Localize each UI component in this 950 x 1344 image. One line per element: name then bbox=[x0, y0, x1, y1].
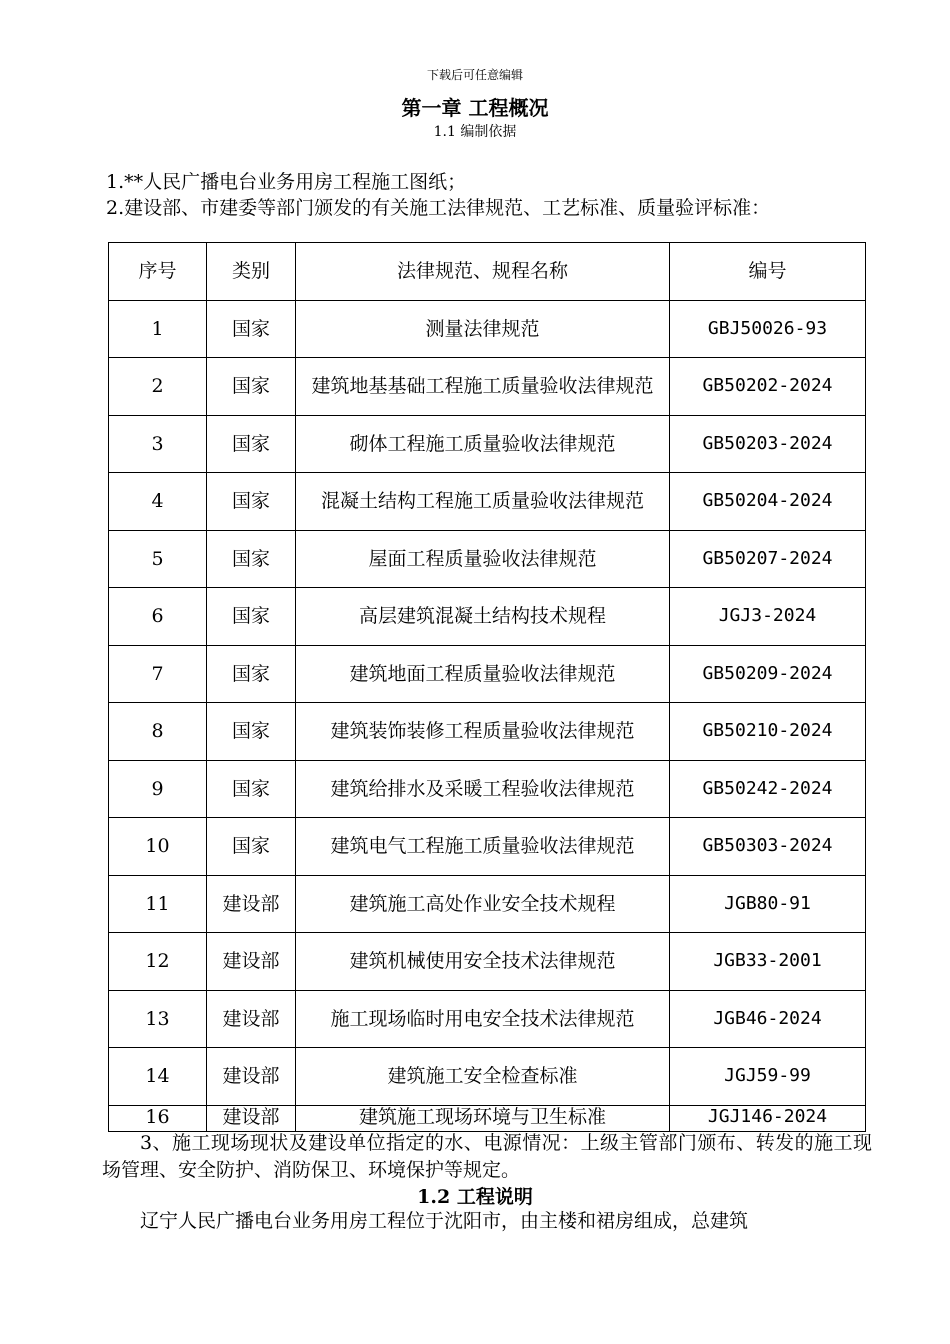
table-row bbox=[109, 1048, 866, 1106]
table-row bbox=[109, 1105, 866, 1131]
table-row bbox=[109, 818, 866, 876]
cell-code: JGB46-2024 bbox=[670, 990, 866, 1048]
cell-category: 国家 bbox=[207, 530, 296, 588]
cell-serial: 2 bbox=[109, 358, 207, 416]
cell-code: JGJ146-2024 bbox=[670, 1105, 866, 1131]
cell-serial: 9 bbox=[109, 760, 207, 818]
cell-serial: 4 bbox=[109, 473, 207, 531]
header-standard-name: 法律规范、规程名称 bbox=[296, 243, 670, 301]
basis-item-2: 2.建设部、市建委等部门颁发的有关施工法律规范、工艺标准、质量验评标准： bbox=[106, 197, 771, 219]
table-row bbox=[109, 875, 866, 933]
table-row bbox=[109, 933, 866, 991]
table-row bbox=[109, 703, 866, 761]
cell-standard-name: 屋面工程质量验收法律规范 bbox=[296, 530, 670, 588]
cell-standard-name: 建筑地面工程质量验收法律规范 bbox=[296, 645, 670, 703]
cell-standard-name: 混凝土结构工程施工质量验收法律规范 bbox=[296, 473, 670, 531]
cell-standard-name: 建筑施工安全检查标准 bbox=[296, 1048, 670, 1106]
basis-item-3: 3、施工现场现状及建设单位指定的水、电源情况：上级主管部门颁布、转发的施工现场管理、安全防护、消防保卫、环境保护等规定。 bbox=[102, 1132, 872, 1181]
cell-category: 建设部 bbox=[207, 875, 296, 933]
cell-standard-name: 砌体工程施工质量验收法律规范 bbox=[296, 415, 670, 473]
section-heading-1-1: 1.1 编制依据 bbox=[433, 124, 517, 140]
table-row bbox=[109, 760, 866, 818]
cell-category: 国家 bbox=[207, 473, 296, 531]
cell-code: GB50203-2024 bbox=[670, 415, 866, 473]
cell-standard-name: 高层建筑混凝土结构技术规程 bbox=[296, 588, 670, 646]
cell-serial: 12 bbox=[109, 933, 207, 991]
header-category: 类别 bbox=[207, 243, 296, 301]
cell-category: 国家 bbox=[207, 415, 296, 473]
cell-serial: 5 bbox=[109, 530, 207, 588]
table-row bbox=[109, 415, 866, 473]
cell-serial: 16 bbox=[109, 1105, 207, 1131]
cell-code: GB50209-2024 bbox=[670, 645, 866, 703]
cell-code: GB50303-2024 bbox=[670, 818, 866, 876]
cell-standard-name: 建筑机械使用安全技术法律规范 bbox=[296, 933, 670, 991]
cell-serial: 13 bbox=[109, 990, 207, 1048]
cell-category: 国家 bbox=[207, 300, 296, 358]
cell-standard-name: 测量法律规范 bbox=[296, 300, 670, 358]
cell-code: JGJ3-2024 bbox=[670, 588, 866, 646]
table-row bbox=[109, 530, 866, 588]
cell-serial: 1 bbox=[109, 300, 207, 358]
cell-serial: 10 bbox=[109, 818, 207, 876]
basis-item-1: 1.**人民广播电台业务用房工程施工图纸； bbox=[106, 171, 467, 193]
cell-code: GB50207-2024 bbox=[670, 530, 866, 588]
table-row bbox=[109, 358, 866, 416]
header-serial: 序号 bbox=[109, 243, 207, 301]
table-header-row bbox=[109, 243, 866, 301]
cell-serial: 11 bbox=[109, 875, 207, 933]
table-body bbox=[109, 300, 866, 1131]
header-code: 编号 bbox=[670, 243, 866, 301]
cell-standard-name: 施工现场临时用电安全技术法律规范 bbox=[296, 990, 670, 1048]
cell-category: 建设部 bbox=[207, 990, 296, 1048]
cell-serial: 7 bbox=[109, 645, 207, 703]
cell-code: GB50202-2024 bbox=[670, 358, 866, 416]
cell-standard-name: 建筑电气工程施工质量验收法律规范 bbox=[296, 818, 670, 876]
cell-category: 国家 bbox=[207, 645, 296, 703]
cell-code: JGJ59-99 bbox=[670, 1048, 866, 1106]
cell-category: 国家 bbox=[207, 760, 296, 818]
cell-serial: 14 bbox=[109, 1048, 207, 1106]
chapter-title: 第一章 工程概况 bbox=[401, 96, 549, 120]
cell-code: GB50242-2024 bbox=[670, 760, 866, 818]
cell-category: 建设部 bbox=[207, 1048, 296, 1106]
cell-code: GBJ50026-93 bbox=[670, 300, 866, 358]
table-row bbox=[109, 990, 866, 1048]
cell-code: GB50204-2024 bbox=[670, 473, 866, 531]
cell-category: 国家 bbox=[207, 703, 296, 761]
cell-category: 建设部 bbox=[207, 933, 296, 991]
cell-standard-name: 建筑施工现场环境与卫生标准 bbox=[296, 1105, 670, 1131]
section-heading-1-2: 1.2 工程说明 bbox=[417, 1186, 533, 1208]
cell-standard-name: 建筑装饰装修工程质量验收法律规范 bbox=[296, 703, 670, 761]
cell-code: GB50210-2024 bbox=[670, 703, 866, 761]
cell-serial: 3 bbox=[109, 415, 207, 473]
cell-category: 国家 bbox=[207, 818, 296, 876]
cell-serial: 6 bbox=[109, 588, 207, 646]
cell-standard-name: 建筑给排水及采暖工程验收法律规范 bbox=[296, 760, 670, 818]
cell-code: JGB80-91 bbox=[670, 875, 866, 933]
cell-standard-name: 建筑施工高处作业安全技术规程 bbox=[296, 875, 670, 933]
cell-category: 建设部 bbox=[207, 1105, 296, 1131]
cell-category: 国家 bbox=[207, 588, 296, 646]
header-note: 下载后可任意编辑 bbox=[426, 68, 523, 82]
cell-category: 国家 bbox=[207, 358, 296, 416]
cell-standard-name: 建筑地基基础工程施工质量验收法律规范 bbox=[296, 358, 670, 416]
standards-table bbox=[108, 242, 866, 1132]
table-row bbox=[109, 300, 866, 358]
project-description: 辽宁人民广播电台业务用房工程位于沈阳市，由主楼和裙房组成，总建筑 bbox=[140, 1210, 749, 1232]
table-row bbox=[109, 645, 866, 703]
table-row bbox=[109, 473, 866, 531]
cell-serial: 8 bbox=[109, 703, 207, 761]
table-row bbox=[109, 588, 866, 646]
cell-code: JGB33-2001 bbox=[670, 933, 866, 991]
